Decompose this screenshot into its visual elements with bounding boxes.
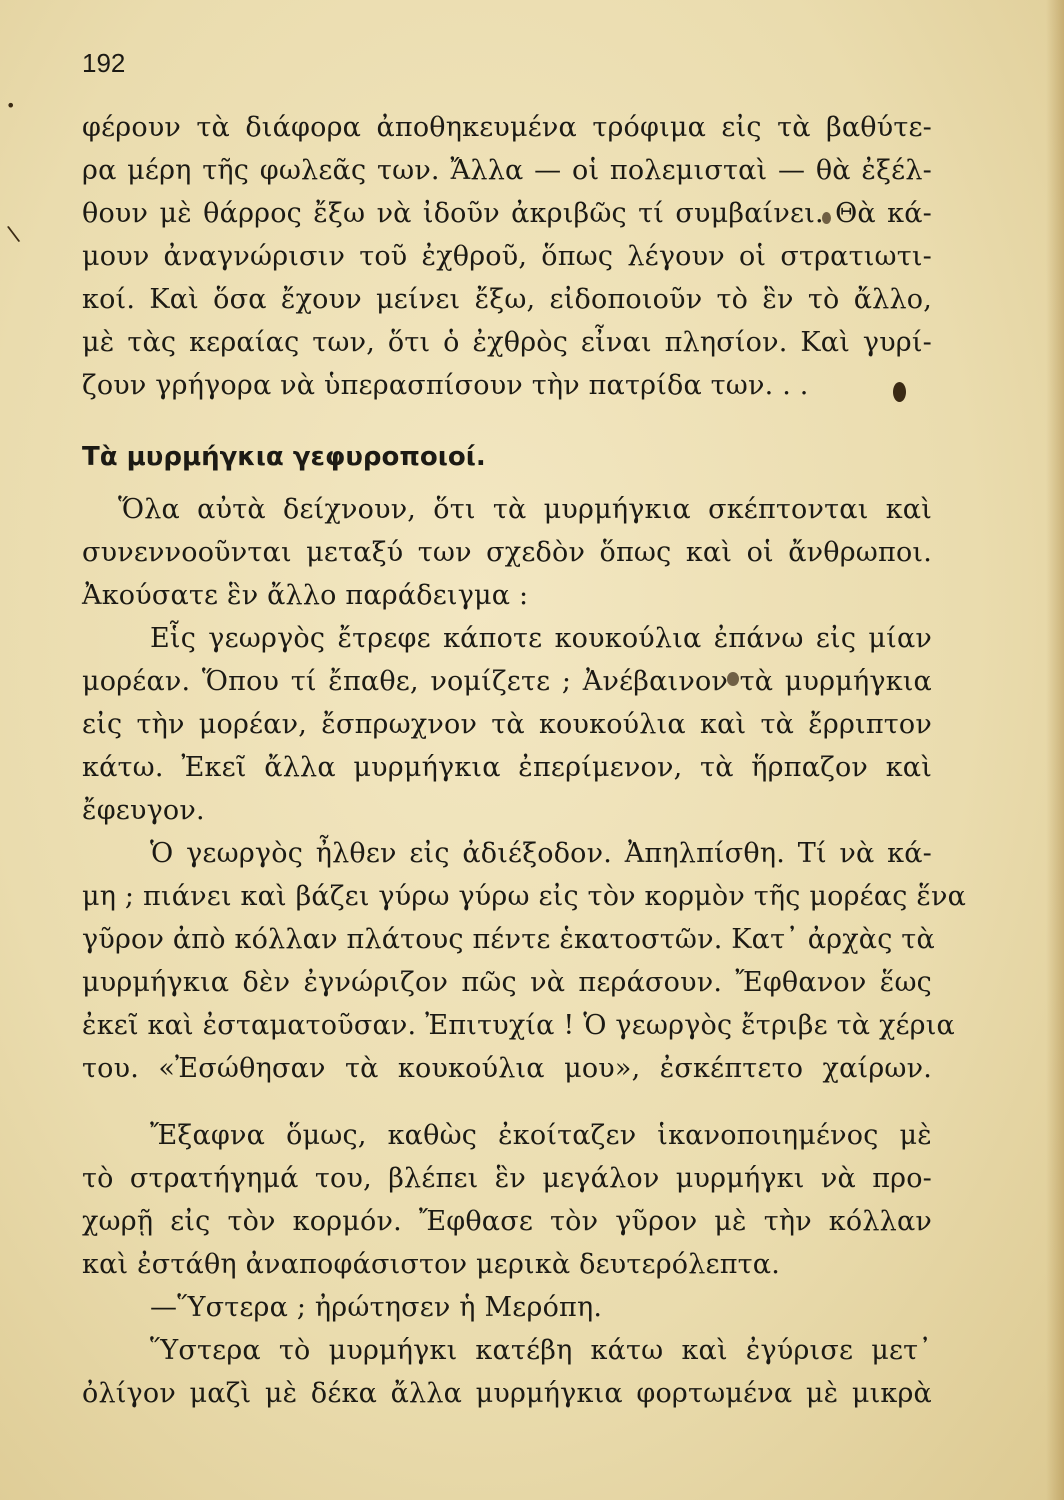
section-heading: Τὰ μυρμήγκια γεφυροποιοί. [82, 442, 486, 472]
text-line: μη ; πιάνει καὶ βάζει γύρω γύρω εἰς τὸν κορμὸν τῆς μορέας ἕνα [82, 881, 967, 912]
text-line: τὸ στρατήγημά του, βλέπει ἓν μεγάλον μυρμήγκι νὰ προ- [82, 1163, 932, 1194]
text-line: ἔφευγον. [82, 795, 205, 826]
text-line: καὶ ἐστάθη ἀναποφάσιστον μερικὰ δευτερόλεπτα. [82, 1249, 781, 1280]
text-line: κοί. Καὶ ὅσα ἔχουν μείνει ἔξω, εἰδοποιοῦν τὸ ἓν τὸ ἄλλο, [82, 284, 932, 315]
text-line: ρα μέρη τῆς φωλεᾶς των. Ἄλλα — οἱ πολεμισταὶ — θὰ ἐξέλ- [82, 155, 932, 186]
text-line: ζουν γρήγορα νὰ ὑπερασπίσουν τὴν πατρίδα των. . . [82, 370, 809, 401]
text-line: μουν ἀναγνώρισιν τοῦ ἐχθροῦ, ὅπως λέγουν οἱ στρατιωτι- [82, 241, 932, 272]
text-line: Ὕστερα τὸ μυρμήγκι κατέβη κάτω καὶ ἐγύρισε μετ᾽ [150, 1335, 932, 1366]
ink-stain [893, 382, 906, 402]
text-line: συνεννοοῦνται μεταξύ των σχεδὸν ὅπως καὶ οἱ ἄνθρωποι. [82, 537, 932, 568]
text-line: θουν μὲ θάρρος ἔξω νὰ ἰδοῦν ἀκριβῶς τί συμβαίνει. Θὰ κά- [82, 198, 932, 229]
text-line: ἐκεῖ καὶ ἐσταματοῦσαν. Ἐπιτυχία ! Ὁ γεωργὸς ἔτριβε τὰ χέρια [82, 1010, 955, 1041]
text-line: Ὁ γεωργὸς ἦλθεν εἰς ἀδιέξοδον. Ἀπηλπίσθη. Τί νὰ κά- [150, 838, 932, 869]
text-line: Ἀκούσατε ἓν ἄλλο παράδειγμα : [82, 580, 529, 611]
text-line: μορέαν. Ὅπου τί ἔπαθε, νομίζετε ; Ἀνέβαινον τὰ μυρμήγκια [82, 666, 932, 697]
page-number: 192 [82, 48, 126, 78]
page-edge-shadow [1046, 0, 1064, 1500]
text-line: Ἔξαφνα ὅμως, καθὼς ἐκοίταζεν ἱκανοποιημένος μὲ [150, 1120, 932, 1151]
stray-tick-mark: \ [5, 221, 22, 248]
text-line: μυρμήγκια δὲν ἐγνώριζον πῶς νὰ περάσουν. Ἔφθανον ἕως [82, 967, 932, 998]
stray-dot-mark: • [6, 96, 16, 115]
text-line: μὲ τὰς κεραίας των, ὅτι ὁ ἐχθρὸς εἶναι πλησίον. Καὶ γυρί- [82, 327, 932, 358]
text-line: του. «Ἐσώθησαν τὰ κουκούλια μου», ἐσκέπτετο χαίρων. [82, 1053, 932, 1084]
text-line: φέρουν τὰ διάφορα ἀποθηκευμένα τρόφιμα εἰς τὰ βαθύτε- [82, 112, 932, 143]
text-line: Εἷς γεωργὸς ἔτρεφε κάποτε κουκούλια ἐπάνω εἰς μίαν [150, 623, 932, 654]
text-line: ὀλίγον μαζὶ μὲ δέκα ἄλλα μυρμήγκια φορτωμένα μὲ μικρὰ [82, 1378, 932, 1409]
text-line: εἰς τὴν μορέαν, ἔσπρωχνον τὰ κουκούλια καὶ τὰ ἔρριπτον [82, 709, 932, 740]
text-line: χωρῇ εἰς τὸν κορμόν. Ἔφθασε τὸν γῦρον μὲ τὴν κόλλαν [82, 1206, 932, 1237]
text-line: κάτω. Ἐκεῖ ἄλλα μυρμήγκια ἐπερίμενον, τὰ ἥρπαζον καὶ [82, 752, 932, 783]
text-line: γῦρον ἀπὸ κόλλαν πλάτους πέντε ἑκατοστῶν. Κατ᾽ ἀρχὰς τὰ [82, 924, 935, 955]
text-line: —Ὕστερα ; ἠρώτησεν ἡ Μερόπη. [150, 1292, 603, 1323]
text-line: Ὅλα αὐτὰ δείχνουν, ὅτι τὰ μυρμήγκια σκέπτονται καὶ [118, 494, 932, 525]
